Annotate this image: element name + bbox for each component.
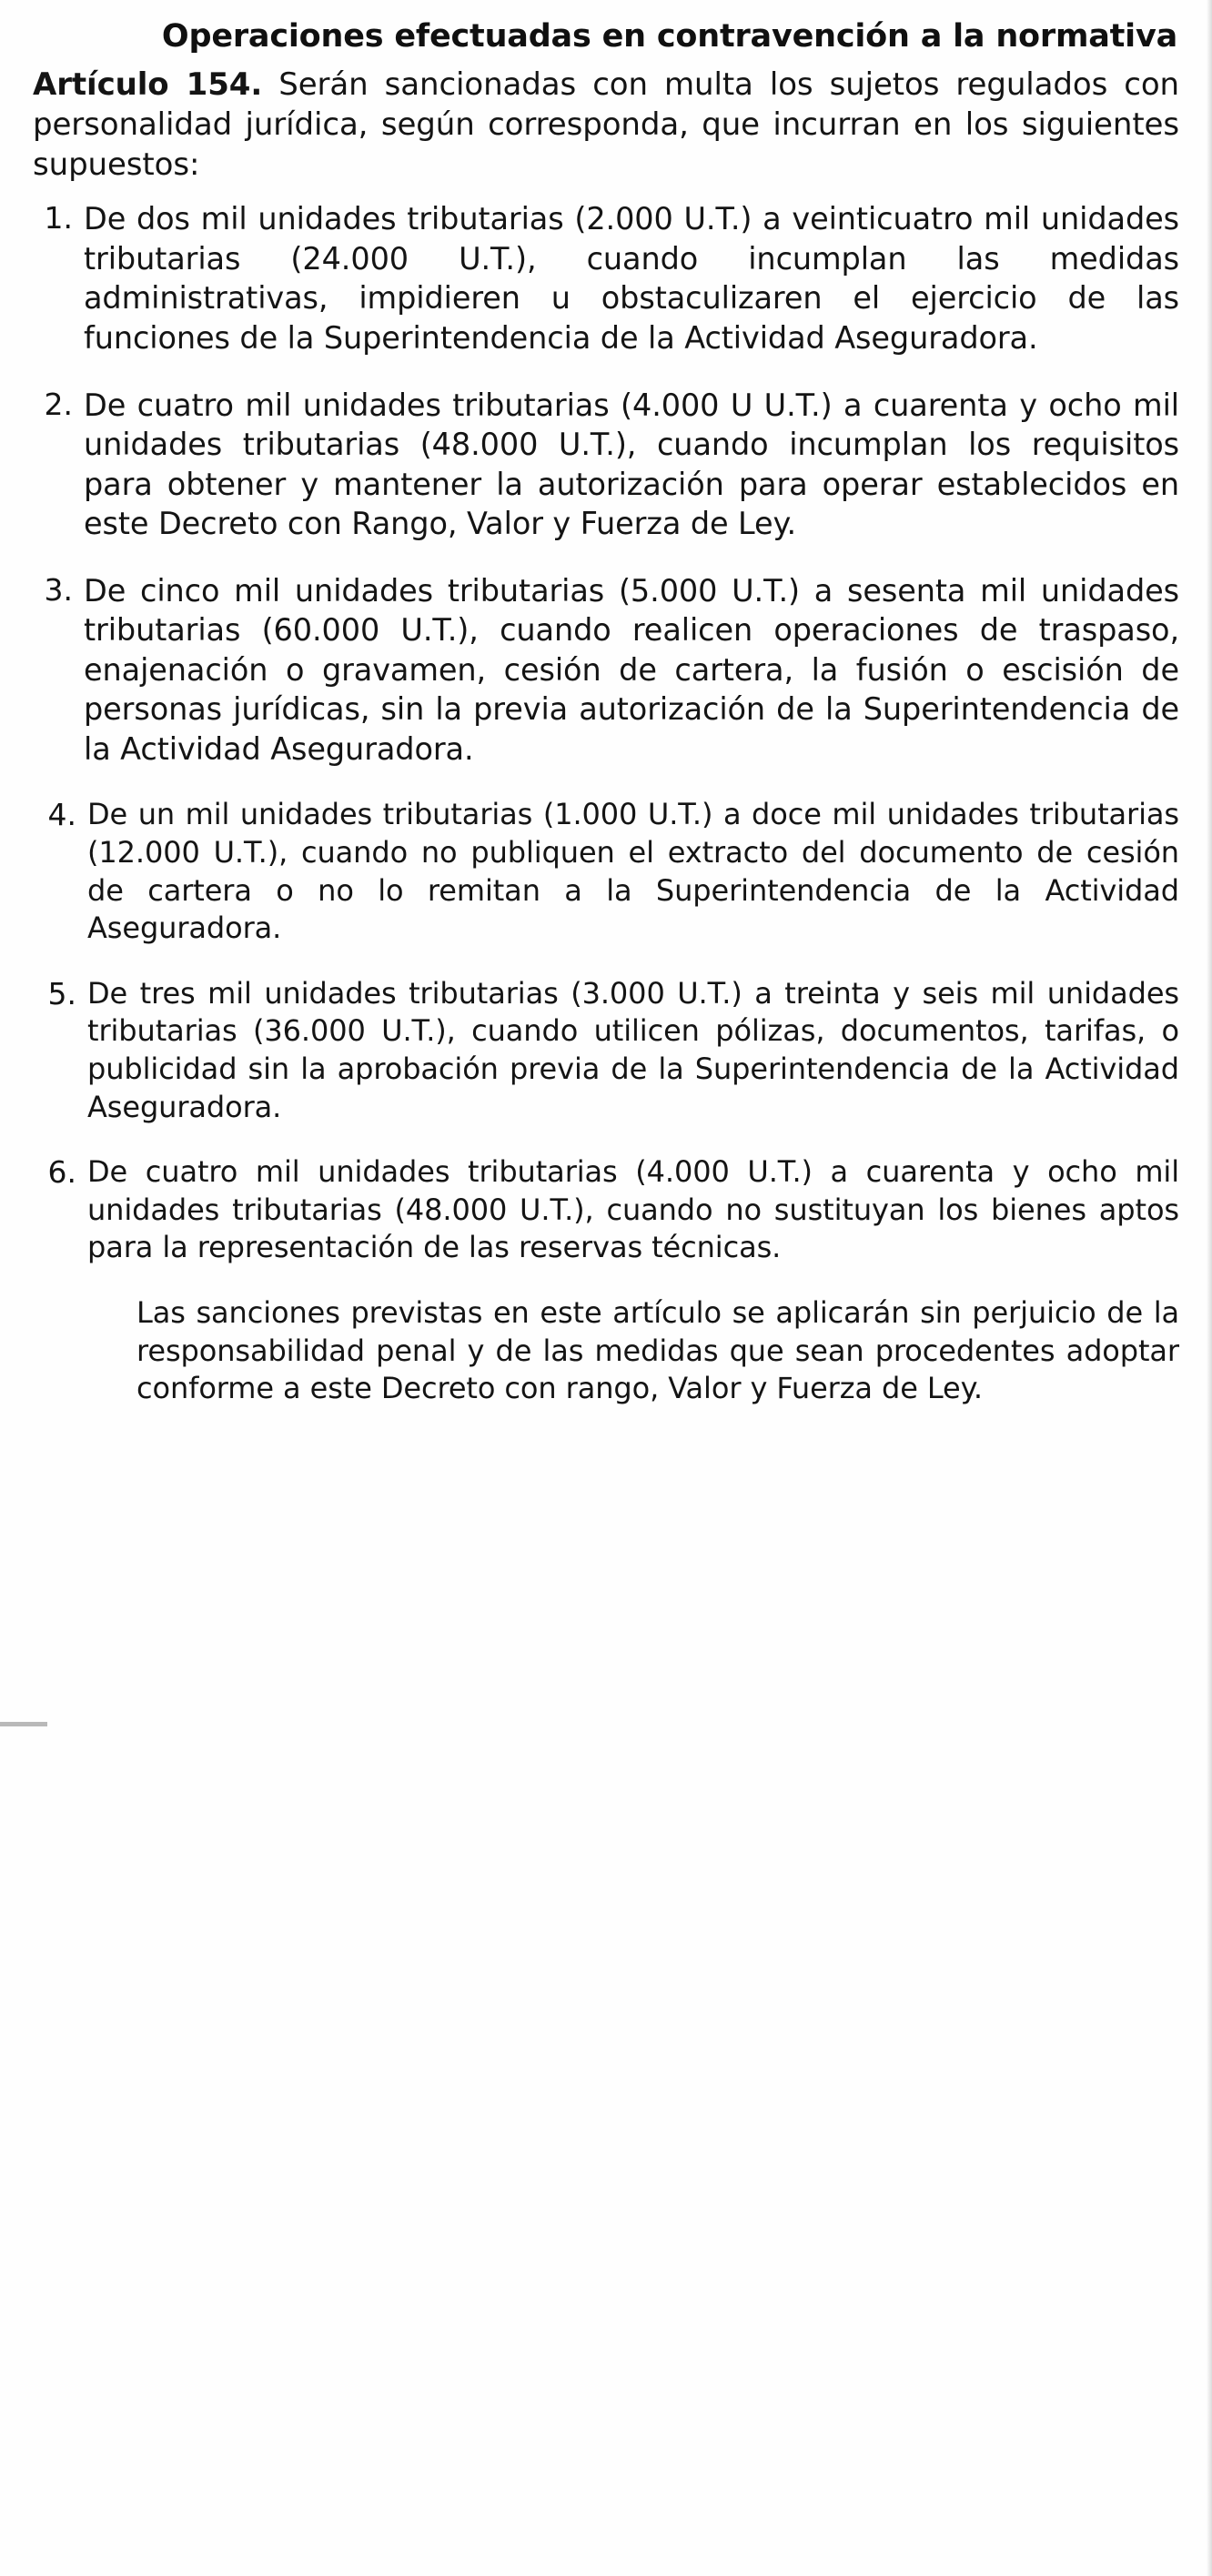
list-item-text: De tres mil unidades tributarias (3.000 U.T.) a treinta y seis mil unidades tributarias (36.000 U.T.), cuando utilicen pólizas, documentos, tarifas, o publicidad sin la aprobación previa de la Superintendencia de la Actividad Aseguradora. <box>87 975 1179 1124</box>
list-item-number: 6. <box>47 1154 76 1191</box>
list-item <box>33 571 1179 770</box>
list-item-number: 5. <box>47 975 76 1011</box>
article-lead-text: Serán sancionadas con multa los sujetos regulados con personalidad jurídica, según corresponda, que incurran en los siguientes supuestos: <box>33 65 1179 184</box>
list-item-number: 2. <box>44 386 73 422</box>
closing-paragraph: Las sanciones previstas en este artículo se aplicarán sin perjuicio de la responsabilidad penal y de las medidas que sean procedentes adoptar conforme a este Decreto con rango, Valor y Fuerza de Ley. <box>136 1295 1179 1406</box>
list-item-number: 3. <box>44 571 73 608</box>
list-item <box>33 386 1179 544</box>
list-item-number: 4. <box>47 797 76 833</box>
list-item-text: De dos mil unidades tributarias (2.000 U.T.) a veinticuatro mil unidades tributarias (24.000 U.T.), cuando incumplan las medidas administrativas, impidieren u obstaculizaren el ejercicio de las funciones de la Superintendencia de la Actividad Aseguradora. <box>84 201 1179 356</box>
list-item <box>33 975 1179 1126</box>
page-edge-mark <box>0 1722 47 1726</box>
sanctions-list <box>31 199 1181 1267</box>
list-item-text: De cinco mil unidades tributarias (5.000 U.T.) a sesenta mil unidades tributarias (60.000 U.T.), cuando realicen operaciones de traspaso, enajenación o gravamen, cesión de cartera, la fusión o escisión de personas jurídicas, sin la previa autorización de la Superintendencia de la Actividad Aseguradora. <box>84 572 1179 767</box>
article-lead-paragraph <box>33 65 1179 186</box>
list-item-text: De cuatro mil unidades tributarias (4.000 U.T.) a cuarenta y ocho mil unidades tributarias (48.000 U.T.), cuando no sustituyan los bienes aptos para la representación de las reservas técnicas. <box>87 1154 1179 1265</box>
list-item <box>33 199 1179 357</box>
article-label: Artículo 154. <box>33 65 263 103</box>
list-item <box>33 1153 1179 1267</box>
page-title: Operaciones efectuadas en contravención a la normativa <box>161 18 1177 55</box>
list-item <box>33 796 1179 947</box>
list-item-text: De cuatro mil unidades tributarias (4.000 U U.T.) a cuarenta y ocho mil unidades tributarias (48.000 U.T.), cuando incumplan los requisitos para obtener y mantener la autorización para operar establecidos en este Decreto con Rango, Valor y Fuerza de Ley. <box>84 387 1179 542</box>
list-item-text: De un mil unidades tributarias (1.000 U.T.) a doce mil unidades tributarias (12.000 U.T.), cuando no publiquen el extracto del documento de cesión de cartera o no lo remitan a la Superintendencia de la Actividad Aseguradora. <box>87 797 1179 946</box>
list-item-number: 1. <box>44 200 73 236</box>
page-edge-shadow <box>1207 0 1212 2576</box>
